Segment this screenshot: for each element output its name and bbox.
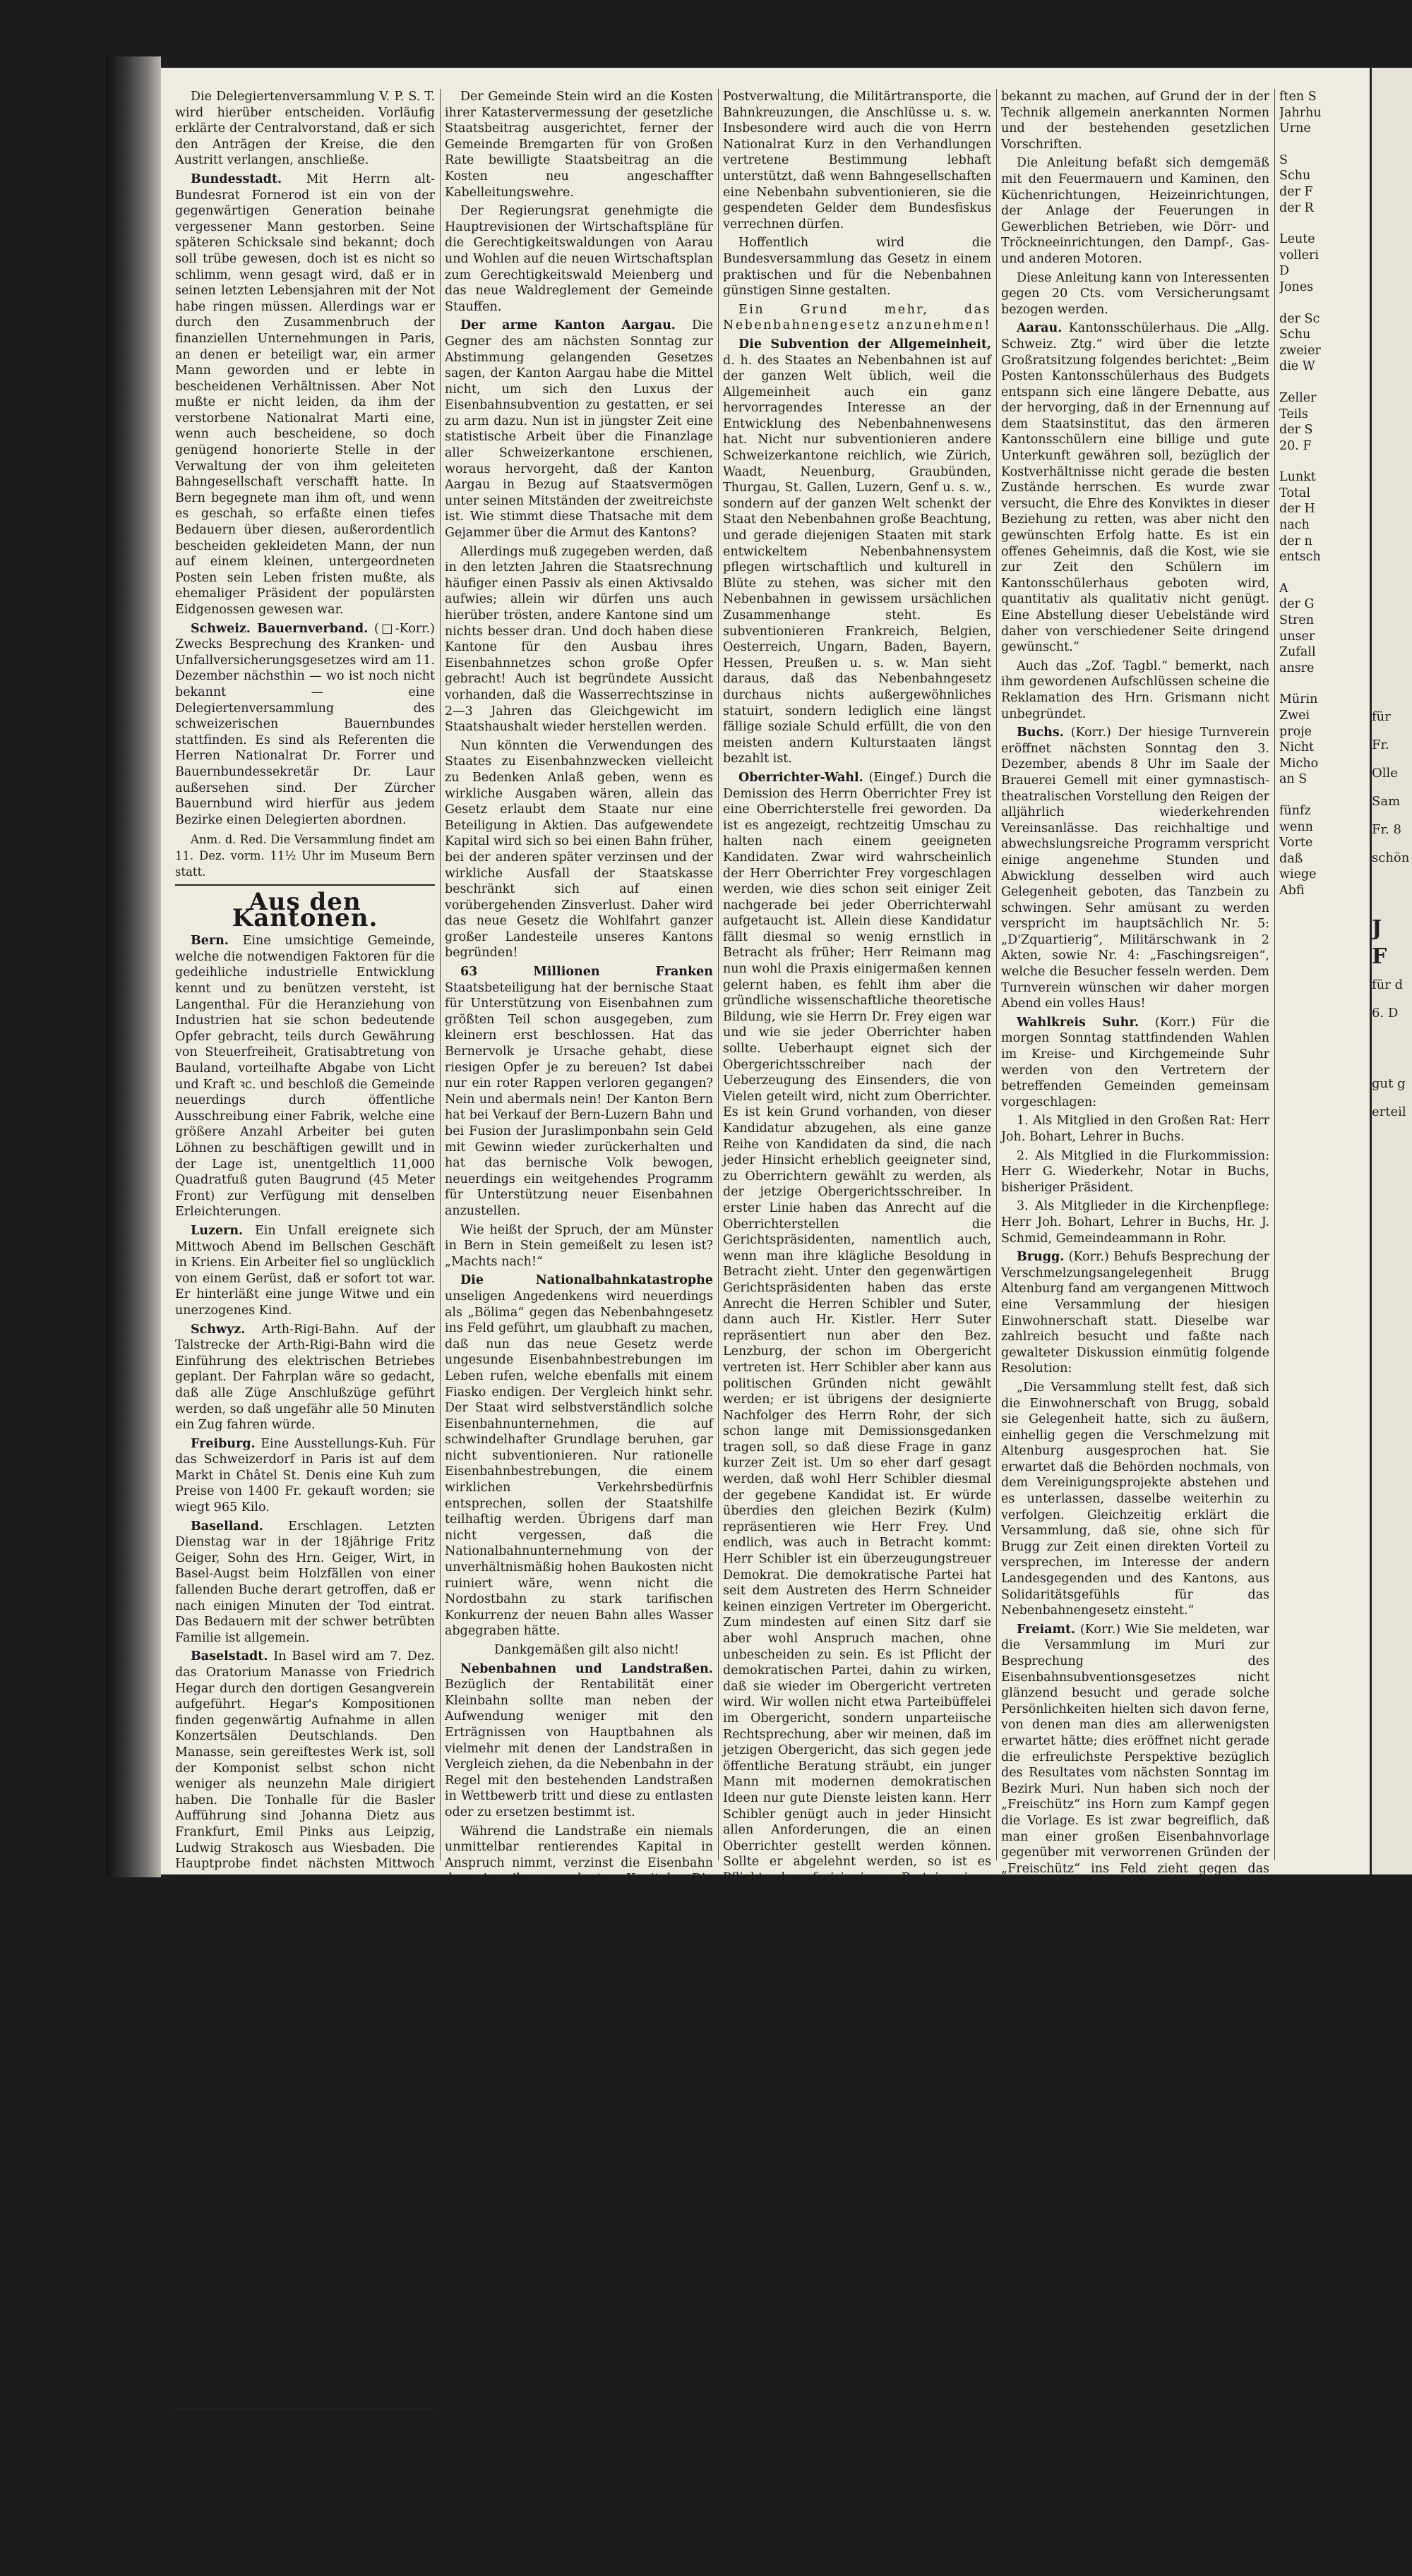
book-spine-shadow [106,56,161,1877]
cropped-line: Micho [1279,756,1319,771]
article-freiburg [175,1436,435,1516]
table-cell-schmalspur: 2,50 [682,2145,709,2160]
edge-fragment: erteil [1372,1105,1406,1119]
article-heading: Wahlkreis Suhr. [1017,1015,1139,1030]
article-luzern [175,1223,435,1319]
cropped-line: ften S [1279,90,1317,104]
cropped-line: Lunkt [1279,470,1316,485]
table-cell-vollbahn: 5,60 [558,2082,585,2097]
article-heading: Bundesstadt. [191,171,282,186]
article-heading: Buchs. [1017,726,1064,740]
edge-fragment: Fr. [1372,738,1389,752]
column-header: Schmalspurbahnen [611,2035,709,2047]
article-heading: Brugg. [1017,1250,1065,1265]
table-row [445,2129,713,2145]
cropped-line: Zufall [1279,645,1316,660]
table-cell-schmalspur: 2,60 [682,2097,709,2112]
article-text: In Basel wird am 7. Dez. das Oratorium Manasse von Friedrich Hegar durch den dortigen Gesangverein aufgeführt. Hegar's Kompositionen finden gegenwärtig Aufnahme in allen Konzertsälen Deutschlands. Den Manasse, sein gereiftestes Werk ist, soll der Komponist selbst schon nicht weniger als neunzehn Male dirigiert haben. Die Tonhalle für die Basler Aufführung sind Johanna Dietz aus Frankfurt, Emil Pinks aus Leipzig, Ludwig Strakosch aus Wiesbaden. Die Hauptprobe findet nächsten Mittwoch statt. [175,1649,435,1887]
cropped-line: Schu [1279,327,1311,342]
article-paragraph: Der Regierungsrat genehmigte die Hauptrevisionen der Wirtschaftspläne für die Gerechtigkeitswaldungen von Aarau und Wohlen auf die neuen Wirtschaftsplan zum Gerechtigkeitswald Meienberg und das neue Waldreglement der Gemeinde Stauffen. [445,204,713,314]
article-heading: Luzern. [191,1223,244,1238]
column-2 [445,89,713,2410]
cropped-line: S [1279,152,1288,167]
article-paragraph: Die Anleitung befaßt sich demgemäß mit den Feuermauern und Kaminen, den Küchenrichtungen, Heizeinrichtungen, der Anlage der Feuerungen in Gewerblichen Betrieben, wie Dörr- und Tröckneeinrichtungen, den Dampf-, Gas- und anderen Motoren. [1001,156,1269,266]
cropped-line: Jones [1279,279,1314,294]
edge-fragment: Olle [1372,766,1398,781]
table-row [445,2065,713,2081]
list-item: 3. Als Mitglieder in die Kirchenpflege: Herr Joh. Bohart, Lehrer in Buchs, Hr. J. Schmid, Gemeindeammann in Rohr. [1001,1199,1269,1246]
article-text: Durch die Demission des Herrn Oberrichter Frey ist eine Oberrichterstelle frei geworden. Da ist es angezeigt, rechtzeitig Umschau zu halten nach einem geeigneten Kandidaten. Zwar wird wahrscheinlich der Herr Oberrichter Frey vorgeschlagen werden, wie dies schon seit einiger Zeit nachgerade bei jeder Oberrichterwahl aufgetaucht ist. Allein diese Kandidatur fällt diesmal so wenig ernstlich in Betracht als früher; Herr Reimann mag nun wohl die Praxis einigermaßen kennen gelernt haben, es fehlt ihm aber die gründliche wissenschaftliche theoretische Bildung, wie sie Herrn Dr. Frey eigen war und wie sie jeder Oberrichter haben sollte. Ueberhaupt eignet sich der Obergerichtsschreiber nach der Ueberzeugung des Einsenders, die von Vielen geteilt wird, nicht zum Oberrichter. Es ist kein Grund vorhanden, von dieser Kandidatur abzugehen, als eine ganze Reihe von Kandidaten da sind, die nach jeder Hinsicht erheblich geeigneter sind, zu Oberrichtern gewählt zu werden, als der jetzige Obergerichtsschreiber. In erster Linie haben das Anrecht auf die Oberrichterstellen die Gerichtspräsidenten, namentlich auch, wenn man ihre klägliche Besoldung in Betracht zieht. Unter den gegenwärtigen Gerichtspräsidenten haben das erste Anrecht die Herren Schibler und Suter, dann auch Hr. Kistler. Herr Suter repräsentiert nun aber den Bez. Lenzburg, der schon im Obergericht vertreten ist. Herr Schibler aber kann aus politischen Gründen nicht gewählt werden; er ist übrigens der designierte Nachfolger des Herrn Rohr, der sich schon lange mit Demissionsgedanken tragen soll, so daß diese Frage in ganz kurzer Zeit ist. Um so eher darf gesagt werden, daß wohl Herr Schibler diesmal der gegebene Kandidat ist. Er würde überdies den gleichen Bezirk (Kulm) repräsentieren wie Herr Frey. Und endlich, was auch in Betracht kommt: Herr Schibler ist ein überzeugungstreuer Demokrat. Die demokratische Partei hat seit dem Austreten des Herrn Schneider keinen einzigen Vertreter im Obergericht. Zum mindesten auf einen Sitz darf sie aber wohl Anspruch machen, ohne unbescheiden zu sein. Es ist Pflicht der demokratischen Partei, dahin zu wirken, daß sie wieder im Obergericht vertreten wird. Wir wollen nicht etwa Parteibüffelei im Obergericht, sondern unparteiische Rechtsprechung, aber wir meinen, daß im jetzigen Obergericht, das sich gegen jede öffentliche Beratung sträubt, ein junger Mann mit modernen demokratischen Ideen nur gute Dienste leisten kann. Herr Schibler genügt auch in jeder Hinsicht allen Anforderungen, die an einen Oberrichter gestellt werden können. Sollte er abgelehnt werden, so ist es Pflicht der freisinnigen Partei, einen andern jüngeren Demokraten zu wählen und nicht zu einer Wahl irgend eines Muckers und Duckers. [723,770,991,1933]
table-cell-vollbahn: 5,03 [558,2145,585,2160]
article-viehzucht [723,1937,991,2319]
article-heading: Aarau. [1017,321,1063,336]
article-oberrichter [723,770,991,1934]
table-row [445,2097,713,2114]
table-cell-year: 1888/89 [449,2066,499,2081]
column-5-cropped [1279,89,1364,899]
article-bauernverband [175,621,435,829]
article-text: (Korr.) Wie Sie meldeten, war die Versammlung im Muri zur Besprechung des Eisenbahnsubventionsgesetzes nicht glänzend besucht und gerade solche Persönlichkeiten hielten sich davon ferne, von denen man dies am allerwenigsten erwartet hätte; dies eröffnet nicht gerade die erfreulichste Perspektive bezüglich des Resultates vom nächsten Sonntag im Bezirk Muri. Nun haben sich noch der „Freischütz“ ins Horn zum Kampf gegen die Vorlage. Es ist zwar begreiflich, daß man einer großen Eisenbahnvorlage gegenüber mit verworrenen Gründen der „Freischütz“ ins Feld zieht gegen das Gesetz zu „drohende“ Staatssteuern; „in erster Linie gerate der Staat bei Annahme des Gesetzes in Verschuldung; auch die Gemeinden geben ihrem Ruine entgegen, indem sie verschiedener Subventionen eingehen müßten; es sei auch an die Millionenanleihen der Geldmarkt neuerdings verteuert und schließlich gelange die Regierung dazu, eine ganze Steuer zu verlangen!“ [1001,1622,1269,2035]
cropped-line: an S [1279,772,1308,787]
cropped-line: unser [1279,629,1315,644]
column-4 [1001,89,1269,2555]
article-text: (Korr.) Behufs Besprechung der Verschmelzungsangelegenheit Brugg Altenburg fand am vergangenen Mittwoch eine Versammlung der hiesigen Einwohnerschaft statt. Dieselbe war zahlreich besucht und faßte nach gewalteter Diskussion einmütig folgende Resolution: [1001,1250,1269,1376]
article-heading: Bern. [191,934,229,949]
correspondent-tag: (Eingef.) [868,770,923,785]
unit-label: % [573,2050,585,2064]
cropped-line: Vorte [1279,836,1313,850]
article-paragraph: Nun könnten die Verwendungen des Staates zu Eisenbahnzwecken vielleicht zu Bedenken Anlaß geben, wenn es wirkliche Ausgaben wären, allein das Gesetz erlaubt dem Staate nur eine Beteiligung in Aktien. Das aufgewendete Kapital wird sich so bei einen Bahn früher, bei der anderen später verzinsen und der wirkliche Ausfall der Staatskasse beschränkt sich auf einen vorübergehenden Zinsverlust. Daher wird das neue Gesetz die Wohlfahrt ganzer großer Landesteile unseres Kantons begründen! [445,738,713,961]
article-paragraph: Gerade das Freiamt hat es nötig, Industrie und Handel mehr denn je in die Höhe zu öffnen; wir Freiämter hätte uns hier neuerdings aus allen Kräften darum beizuführen; das Freiamt hätte also allen Grund, das Subventionsgesetz jetzt am 3. Dezember an zu nehmen, ohne jetzt oder später in die Lage zu kommen, von den Segnungen des Gesetzes zu profitieren. Ohne jedes Risiko, ja sogar im eigenen [1001,2393,1269,2551]
article-heading: Aargauische Viehzucht. [738,1937,909,1952]
column-rule [440,89,441,1860]
article-text: Zwecks Besprechung des Kranken- und Unfallversicherungsgesetzes wird am 11. Dezember nächsthin — wo ist noch nicht bekannt — eine Delegiertenversammlung des schweizerischen Bauernbundes stattfinden. Es sind als Referenten die Herren Nationalrat Dr. Forrer und Bauernbundessekretär Dr. Laur außersehen sind. Der Zürcher Bauernbund wird hierfür aus jedem Bezirke einen Delegierten abordnen. [175,637,436,827]
article-arme-kanton [445,318,713,541]
cropped-line: Total [1279,486,1310,500]
article-paragraph: Auch das „Zof. Tagbl.“ bemerkt, nach ihm gewordenen Aufschlüssen scheine die Reklamation des Hrn. Grismann nicht unbegründet. [1001,658,1269,721]
edge-fragment: gut g [1372,1076,1406,1091]
table-cell-schmalspur: 2,19 [682,2129,709,2144]
article-heading: Die Nationalbahnkatastrophe [460,1273,713,1288]
edge-fragment: Fr. 8 [1372,822,1402,837]
article-text: Eine umsichtige Gemeinde, welche die notwendigen Faktoren für die gedeihliche industrielle Entwicklung kennt und zu benützen versteht, ist Langenthal. Für die Heranziehung von Industrien hat sie schon bedeutende Opfer gebracht, teils durch Gewährung von Steuerfreiheit, Gratisabtretung von Bauland, vorteilhafte Abgabe von Licht und Kraft ꝛc. und beschloß die Gemeinde neuerdings durch öffentliche Ausschreibung einer Fabrik, welche eine größere Anzahl Arbeiter bei guten Löhnen zu beschäftigen gewillt und in der Lage ist, unentgeltlich 11,000 Quadratfuß guten Baugrund (45 Meter Front) zur Verfügung mit denselben Erleichterungen. [175,934,435,1220]
article-paragraph: Während die Landstraße ein niemals unmittelbar rentierendes Kapital in Anspruch nimmt, verzinst die Eisenbahn das in ihr angelegte Kapital. Die Landstraße verzehrt Kapital, Zinsen und Zuschüsse, die Eisenbahn wirft Erträgnisse ab. Die 10,724 Millionen Mark, welche in den deutschen Vollbahnen und die bis 1893 neu angelegt in Schmalspurbahnen angelegten rund 20 Millionen Mark sind in den Jahren 1888/89 bis 1893/94 mit 5,17 bezw. 2,5 Proz. verzinst; der Zinsfuß betrug: [445,1824,713,2030]
edge-fragment: 6. D [1372,1006,1399,1021]
section-heading-aargau: Aargau. [252,2412,358,2440]
cropped-line: Schu [1279,169,1311,183]
subheading-date: vom 1. Dez. 1899. [249,2475,361,2490]
cropped-line: die W [1279,359,1315,374]
article-paragraph: „Die Versammlung stellt fest, daß sich die Einwohnerschaft von Brugg, sobald sie Gelegenheit hatte, sich zu äußern, einhellig gegen die Verschmelzung mit Altenburg ausgesprochen hat. Sie erwartet daß die Behörden nochmals, von dem Vereinigungsprojekte abstehen und es unterlassen, dasselbe weiterhin zu verfolgen. Gleichzeitig erklärt die Versammlung, daß sie, ohne sich für Brugg zur Zeit einen direkten Vorteil zu versprechen, im Interesse der andern Landesgegenden und des Kantons, aus Solidaritätsgefühls für das Nebenbahnengesetz einsteht.“ [1001,1380,1269,1618]
article-text: Die Gegner des am nächsten Sonntag zur Abstimmung gelangenden Gesetzes sagen, der Kanton Aargau habe die Mittel nicht, um sich den Luxus der Eisenbahnsubvention zu gestatten, er sei zu arm dazu. Nun ist in jüngster Zeit eine statistische Arbeit über die Finanzlage aller Schweizerkantone erschienen, woraus hervorgeht, daß der Kanton Aargau in Bezug auf Staatsvermögen unter seinen Mitständen der zweitreichste ist. Wie stimmt diese Thatsache mit dem Gejammer über die Armut des Kantons? [445,318,713,541]
cropped-line: der S [1279,423,1313,438]
section-heading-kantonen: Aus den Kantonen. [232,888,378,932]
table-cell-year: 1889/90 [449,2082,499,2097]
cropped-line: der R [1279,200,1314,215]
table-cell-vollbahn: 4,49 [558,2114,585,2129]
interest-rate-table [445,2033,713,2161]
cropped-line: Abfi [1279,883,1305,898]
article-heading: Eine Anleitung zur Erstellung und Unterhaltung der Feuerungsanlagen, [728,2323,986,2354]
article-text: Eine Ehre, wie sie bis jetzt noch keinem — Zuchtstier im Kanton Aargau zu Teil geworden, ist dem Hans, Zuchtstier der Viehzuchtgenossenschaft Eigenamt, erwiesen. Das schweiz. Landwirtschaftsdepartement hat diesen prächtigen Stier an seinem Standort im Bad Schinznach durch Herrn Sekretär Weidmann photographieren lassen. „Hans“, welchen die betr. Genossenschaft im Herbst 1897 von Hrn. Großrat Schwarz, Meyer in Scherz erworben hat, darf — sowohl in Bezug auf seinen vorzüglichen Bau als seine ausgezeichnete Zucht- und Vererbungsfähigkeit, sowie seinen sanftmütigen Charakter — gegenwärtig als der beste Repräsentant des Simmenthalertypus im Aargau und einen der besten im ganzen schweizerischen Fleckviehgebiet angesehen werden. Er wird voraussichtlich nächstes Jahr auch in Paris ausgestellt werden. [723,1937,991,2318]
divider [175,884,435,886]
article-text: (Korr.) Für die morgen Sonntag stattfindenden Wahlen im Kreise- und Kirchgemeinde Suhr werden von den Vertretern der betreffenden Gemeinden gemeinsam vorgeschlagen: [1001,1015,1269,1109]
column-3 [723,89,991,2490]
article-text: Kantonsschülerhaus. Die „Allg. Schweiz. Ztg.“ wird über die letzte Großratsitzung folgendes berichtet: „Beim Posten Kantonsschülerhaus des Budgets entspann sich eine längere Debatte, aus der hervorging, daß in der Ernennung auf dem Staatsinstitut, das den ärmeren Kantonsschülern eine billige und gute Unterkunft gewähren soll, bezüglich der Kostverhältnisse nicht gerade die besten Zustände herrschen. Es wurde zwar versucht, die Ehre des Konviktes in dieser Beziehung zu retten, was aber nicht den gewünschten Erfolg hatte. Es ist ein offenes Geheimnis, daß die Kost, wie sie zur Zeit den Schülern im Kantonsschülerhaus geboten wird, quantitativ als qualitativ nicht genügt. Eine Abstellung dieser Uebelstände wird daher von verschiedener Seite dringend gewünscht.“ [1001,321,1269,655]
article-nebenbahnen [445,1661,713,1821]
table-cell-year: 1893/94 [449,2145,499,2160]
cropped-line: Zwei [1279,709,1310,723]
column-rule [1274,89,1275,1860]
cropped-line: wiege [1279,867,1317,882]
article-paragraph: Allerdings muß zugegeben werden, daß in den letzten Jahren die Staatsrechnung häufiger einen Passiv als einen Aktivsaldo aufwies; allein wir dürfen uns auch hierüber trösten, andere Kantone sind um nichts besser dran. Und doch haben diese Kantone für den Ausbau ihres Eisenbahnnetzes schon große Opfer gebracht! Auch ist begründete Aussicht vorhanden, daß die Wasserrechtszinse in 2—3 Jahren das Gleichgewicht im Staatshaushalt wieder herstellen werden. [445,544,713,735]
article-heading: 63 Millionen Franken [460,965,713,980]
edge-fragment: F [1372,944,1387,969]
article-heading: Freiburg. [191,1436,256,1451]
article-heading: Freiamt. [1017,1622,1076,1637]
cropped-line: Jahrhu [1279,105,1322,120]
cropped-line: volleri [1279,248,1319,263]
article-graubuenden [175,1891,435,2066]
cropped-line: Leute [1279,232,1315,247]
cropped-line: der n [1279,534,1312,548]
article-bern [175,933,435,1220]
article-text: Eine Ausstellungs-Kuh. Für das Schweizerdorf in Paris ist auf dem Markt in Châtel St. Denis eine Kuh zum Preise von 1400 Fr. gekauft worden; sie wiegt 965 Kilo. [175,1436,435,1515]
article-millionen [445,964,713,1220]
article-heading: Zum Nebenbahnengesetz. [460,2232,648,2247]
unit-label: % [697,2050,709,2064]
edge-fragment: Sam [1372,794,1401,809]
cropped-line: wenn [1279,819,1313,834]
article-paragraph: Durch solche Argumente streut man dem Volke Sand in die Augen! Die konsequenten Reinsager werden zu einem großen Teil an dem „Freischütz“-Heerfolge leisten. Sie, für ihre eigenen Landesinteressen bedacht sind, müssen folgende Erwägungen angebracht sein: In erster Linie handelt es sich ja von Seiten des Staates durchaus nicht um eine direkte Geldausgabe, sondern um die Erzeugung einer großen Zinsausfall. Bestreitet die Leistungen der Gemeinden mag man es sehr pessimistisch sein; ebenso will man in keiner Weise erwarten, daß es eintritt. Subventionen wird man nur soviel erhalten, als zu subventionieren als geboten erscheint und die Gemeinden dies eingehen. Als die letzte mit Steuererhöhung — gegenüber der Geldverteuerung und Steuererhöhung — sind einfach lächerlich, um der „Freischütz“ so viel daraus zu machen. [1001,2040,1269,2389]
table-cell-year: 1891/92 [449,2114,499,2129]
cropped-line: daß [1279,851,1303,866]
cropped-line: ansre [1279,661,1315,675]
table-row [445,2145,713,2161]
article-text: (Korr.) Der hiesige Turnverein eröffnet nächsten Sonntag den 3. Dezember, abends 8 Uhr im Saale der Brauerei Gemell mit einer gymnastisch-theatralischen Vorstellung den Reigen der alljährlich wiederkehrenden Vereinsanlässe. Das reichhaltige und abwechslungsreiche Programm verspricht einige angenehme Stunden und Abwicklung desselben wird auch Gelegenheit geboten, das Tanzbein zu schwingen. Sehr amüsant zu werden verspricht im hauptsächlich Nr. 5: „D'Zquartierig“, Militärschwank in 2 Akten, sowie Nr. 4: „Faschingsreigen“, welche die Besucher fesseln werden. Dem Turnverein wünschen wir daher morgen Abend ein volles Haus! [1001,726,1269,1011]
editor-note: Anm. d. Red. Die Versammlung findet am 11. Dez. vorm. 11½ Uhr im Museum Bern statt. [175,833,435,879]
cropped-line: der F [1279,184,1313,199]
cropped-line: 20. F [1279,438,1312,453]
article-schwyz [175,1322,435,1433]
column-1 [175,89,435,2576]
article-paragraph: Hoffentlich wird die Bundesversammlung das Gesetz in einem praktischen und für die Nebenbahnen günstigen Sinne gestalten. [723,236,991,299]
article-paragraph: Wie heißt der Spruch, der am Münster in Bern in Stein gemeißelt zu lesen ist? „Machts nach!“ [445,1222,713,1269]
article-heading: Baselstadt. [191,1649,268,1664]
article-heading: Schweiz. Bauernverband. [191,621,369,636]
article-heading: Graubünden. [191,1891,282,1906]
table-cell-schmalspur: 2,28 [682,2082,709,2097]
table-unit-row [445,2050,713,2066]
correspondent-tag: (Eingef.) [659,2232,713,2247]
article-nebenbahngesetz [445,2232,713,2407]
article-text: Staatsbeteiligung hat der bernische Staat für Unterstützung von Eisenbahnen zum größten Teil schon ausgegeben, zum kleinern erst beschlossen. Hat das Bernervolk je Ursache gehabt, diese riesigen Opfer je zu bereuen? Ist dabei nur ein roter Rappen verloren gegangen? Nein und abermals nein! Der Kanton Bern hat bei Verkauf der Bern-Luzern Bahn und bei Fusion der Juraslimponbahn sein Geld mit Gewinn wieder zurückerhalten und hat das bernische Volk bewogen, neuerdings ein weitgehendes Programm für Unterstützung neuer Eisenbahnen anzustellen. [445,980,713,1218]
article-heading: Nebenbahnen und Landstraßen. [460,1661,713,1676]
article-paragraph: Der Gemeinde Stein wird an die Kosten ihrer Katastervermessung der gesetzliche Staatsbeitrag ausgerichtet, ferner der Gemeinde Bremgarten für von Großen Rate bewilligte Staatsbeitrag an die Kosten neu angeschaffter Kabelleitungswehre. [445,90,713,200]
article-freiamt [1001,1622,1269,2036]
cropped-line: der Sc [1279,311,1320,326]
table-cell-schmalspur: 2,98 [682,2066,709,2081]
article-paragraph: Ein Grund mehr, das Nebenbahnengesetz anzunehmen! [723,302,991,333]
edge-fragment: für [1372,709,1391,724]
article-text: In der Gemeinde O. im Graubündner Oberlande lebt ein Lehrer, der daselbst seit 20 Jahren um einen Gehalt von 340—360 Fr. Schule hielt. Als der Schulrat vor zwei Jahren Miene machte, die Schule zu übernehmen, meldete sich ein Jüngling an mit 100 Fr. billiger zu übernehmen; man solle ihn doch anstellen. Der Schulrat erbarmte sich seiner und ließ ihn an seinem früheren Gehalt. [175,1891,435,2066]
subheading: Aus den Verhandlungen des Regierungsrates [208,2440,402,2471]
column-rule [996,89,997,1860]
article-heading: Der arme Kanton Aargau. [460,318,676,333]
article-suhr [1001,1015,1269,1111]
cropped-line: A [1279,581,1288,596]
article-text: Arth-Rigi-Bahn. Auf der Talstrecke der Arth-Rigi-Bahn wird die Einführung des elektrischen Betriebes geplant. Der Fahrplan wäre so gedacht, daß alle Züge Anschlußzüge geführt werden, so daß ungefähr alle 50 Minuten ein Zug fahren würde. [175,1322,435,1433]
article-text: So eben kommt uns eine Eingabe des Verbandes der schweizerischen Sekundärbahnen an die Bundesversammlung zu Gesicht. Dieselbe ist an die Nebenbahnen gerichtet d. h. Schmalspurbahnen günstiger Bestimmungen d. h. Erleichterungen gegenüber den Vorschriften für die Normalbahnen. Wir finden dieselben wesentlich die Entschädigung durch die [445,2248,713,2407]
article-buchs [1001,725,1269,1012]
cropped-line: der H [1279,502,1315,517]
article-bundesstadt [175,171,435,618]
table-cell-schmalspur: 2,19 [682,2114,709,2129]
table-cell-vollbahn: 4,86 [558,2097,585,2112]
article-baselland [175,1519,435,1647]
article-heading: Oberrichter-Wahl. [738,770,863,785]
table-cell-vollbahn: 4,56 [558,2129,585,2144]
cropped-line: Mürin [1279,692,1318,707]
cropped-line: nach [1279,518,1310,533]
newspaper-page [161,68,1370,2572]
next-page-edge [1370,68,1412,1874]
article-heading: Schwyz. [191,1322,246,1337]
article-paragraph: bekannt zu machen, auf Grund der in der Technik allgemein anerkannten Normen und der bestehenden gesetzlichen Vorschriften. [1001,90,1269,152]
table-cell-vollbahn: 5,40 [558,2066,585,2081]
cropped-line: proje [1279,724,1312,739]
cropped-line: Nicht [1279,740,1315,755]
article-brugg [1001,1249,1269,1377]
edge-fragment: J [1372,916,1382,941]
article-paragraph: Ein annehmes Bubenstück. Höchst unangenehm überrascht war ein Einwohner und Geschäftsinhaber in Chur als ihm ein großes Plakat des Cirkus Nock zu Gesicht kam, welches einen Ringkampf ankündigte zwischen ihm und dem Meisterschaftsringer Birkeneder! Der Einwohner begab sich darauf sofort zur Cirkusdirektion und stellte sie zur Rede. Ebenfalls blieb ihm nichts übrig, als hier als das Opfer eines Bubenstreiches geworden, konnte sie sich dort vor dem ergangenen Irrtum nicht befreien. Der Schreiber und Postkartenfälscher konnte bisher noch nicht ermittelt werden, doch sind Anhaltspunkte vorhanden, daß es sich um einen ganz verkommenen Nachbar dem das Handwerk gelegt wird. Es stünde ihm ein gemeiner Rachenakt vorzuziehen. [175,2069,435,2403]
article-paragraph: Auch die Schmalspurbahnen in Deutschland werfen also Rendite ab, im Gegensatz zu der Landstraßen. Warum sollte es bei uns anders sein? [445,2166,713,2228]
table-row [445,2113,713,2129]
edge-fragment: für d [1372,977,1404,992]
cropped-line: Zeller [1279,390,1317,405]
article-text: d. h. des Staates an Nebenbahnen ist auf der ganzen Welt üblich, weil die Allgemeinheit auch ein ganz hervorragendes Interesse an der Entwicklung des Nebenbahnenwesens hat. Nicht nur subventionieren andere Schweizerkantone reichlich, wie Zürich, Waadt, Neuenburg, Graubünden, Thurgau, St. Gallen, Luzern, Genf u. s. w., sondern auf der ganzen Welt schenkt der Staat den Nebenbahnen große Beachtung, und gerade diejenigen Staaten mit stark entwickeltem Nebenbahnensystem pflegen wirtschaftlich und kulturell in Blüte zu stehen, was sicher mit den Nebenbahnen in gewissem ursächlichen Zusammenhange steht. Es subventionieren Frankreich, Belgien, Oesterreich, Ungarn, Baden, Bayern, Hessen, Preußen u. s. w. Man sieht daraus, daß das Nebenbahngesetz durchaus nichts außergewöhnliches statuirt, sondern lediglich eine längst fällige soziale Schuld erfüllt, die von den meisten andern Kulturstaaten längst bezahlt ist. [723,353,991,766]
article-paragraph: Diese Anleitung kann von Interessenten gegen 20 Cts. vom Versicherungsamt bezogen werden. [1001,270,1269,317]
column-header: Vollbahnen [529,2035,585,2047]
list-item: 1. Als Mitglied in den Großen Rat: Herr Joh. Bohart, Lehrer in Buchs. [1001,1114,1269,1144]
table-cell-year: 1890/91 [449,2097,499,2112]
article-text: Erschlagen. Letzten Dienstag war in der 18jährige Fritz Geiger, Sohn des Hrn. Geiger, Wirt, in Basel-Augst beim Holzfällen von einer fallenden Buche derart getroffen, daß er nach einigen Minuten der Tod eintrat. Das Bedauern mit der schwer betrübten Familie ist allgemein. [175,1519,435,1645]
article-katastrophe [445,1272,713,1639]
article-heading: Die Subvention der Allgemeinheit, [738,337,991,351]
edge-fragment: schön [1372,850,1410,865]
article-text: Bezüglich der Rentabilität einer Kleinbahn sollte man neben der Aufwendung weniger mit den Erträgnissen von Hauptbahnen als vielmehr mit denen der Landstraßen in Vergleich ziehen, da die Nebenbahn in der Regel mit den bestehenden Landstraßen in Wettbewerb tritt und diese zu entlasten oder zu ersetzen bestimmt ist. [445,1678,713,1819]
article-paragraph: Dankgemäßen gilt also nicht! [494,1643,679,1657]
cropped-line: entsch [1279,550,1321,565]
table-cell-year: 1892/93 [449,2129,499,2144]
article-subvention [723,337,991,767]
article-heading: Baselland. [191,1519,263,1534]
table-row [445,2081,713,2097]
article-aarau [1001,320,1269,655]
cropped-line: fünfz [1279,803,1311,818]
article-paragraph: Sie hat den Zweck, Behörden, Bauleute ꝛc. mit den auf dem Gebiete der Feuerpolizei gegenwärtig zur Anwendung kommenden Grundsätzen [723,2424,991,2486]
cropped-line: Urne [1279,121,1311,136]
article-paragraph: 50 Paragraphen umfassend, ist soeben von der aargauischen Staatswirtschaftsdirektion herausgegeben worden. [723,2357,991,2420]
article-text: Mit Herrn alt-Bundesrat Fornerod ist ein von der gegenwärtigen Generation beinahe vergessener Mann gestorben. Seine späteren Schicksale sind bekannt; doch soll trübe gewesen, doch ist es nicht so schlimm, wenn gesagt wird, daß er in seinen letzten Lebensjahren mit der Not habe ringen müssen. Allerdings war er durch den Zusammenbruch der finanziellen Unternehmungen in Paris, an denen er beteiligt war, ein armer Mann geworden und er lebte in bescheidenen Verhältnissen. Aber Not mußte er nicht leiden, da ihm der verstorbene Nationalrat Marti eine, wenn auch bescheidene, so doch genügend honorierte Stelle in der Verwaltung der von ihm geleiteten Bahngesellschaft verschafft hatte. In Bern begegnete man ihm oft, und wenn es geschah, so erfaßte einen tiefes Bedauern über diesen, außerordentlich bescheiden gekleideten Mann, der nun auf einem kleinen, untergeordneten Posten sein Leben fristen mußte, als ehemaliger Präsident der populärsten Eidgenossen gewesen war. [175,171,435,617]
column-rule [718,89,719,1860]
article-baselstadt [175,1649,435,1888]
cropped-line: zweier [1279,343,1321,358]
cropped-line: D [1279,264,1290,279]
article-text: Ein Unfall ereignete sich Mittwoch Abend im Bellschen Geschäft in Kriens. Ein Arbeiter fiel so unglücklich von einem Gerüst, daß er sofort tot war. Er hinterläßt eine junge Witwe und ein unerzogenes Kind. [175,1223,435,1318]
list-item: 2. Als Mitglied in die Flurkommission: Herr G. Wiederkehr, Notar in Buchs, bisheriger Präsident. [1001,1148,1269,1195]
article-paragraph: Die Delegiertenversammlung V. P. S. T. wird hierüber entscheiden. Vorläufig erklärte der Centralvorstand, daß er sich den Anträgen der Kreise, die den Austritt verlangen, anschließe. [175,90,435,168]
cropped-line: Stren [1279,613,1315,628]
article-text: unseligen Angedenkens wird neuerdings als „Bölima“ gegen das Nebenbahngesetz ins Feld geführt, um glaubhaft zu machen, daß nun das neue Gesetz werde ungesunde Eisenbahnbestrebungen im Leben rufen, welche ebenfalls mit einem Fiasko endigen. Der Vergleich hinkt sehr. Der Staat wird selbstverständlich solche Eisenbahnunternehmen, die auf schwindelhafter Grundlage beruhen, gar nicht subventionieren. Nur rationelle Eisenbahnbestrebungen, die einem wirklichen Verkehrsbedürfnis entsprechen, sollen der Staatshilfe teilhaftig werden. Übrigens darf man nicht vergessen, daß die Nationalbahnunternehmung von der unverhältnismäßig hohen Baukosten nicht ruiniert wäre, wenn nicht die Nordostbahn zu stark tarifischen Konkurrenz der neuen Bahn alles Wasser abgegraben hätte. [445,1289,713,1639]
cropped-line: der G [1279,597,1315,612]
article-paragraph: Der neugewählte Kant. Hochbaumeister, Herr Hugo Albertini von Chur wird von dem Regierungsrat in Pflicht genommen und tritt sofort ein Amt an. [175,2493,435,2572]
article-paragraph: Postverwaltung, die Militärtransporte, die Bahnkreuzungen, die Anschlüsse u. s. w. Insbesondere wird auch die von Herrn Nationalrat Kurz in den Verhandlungen vertretene Bestimmung lebhaft unterstützt, daß wenn Bahngesellschaften eine Nebenbahn subventionieren, sie die gespendeten Gelder dem Bundesfiskus verrechnen dürfen. [723,90,991,231]
table-header-row [445,2033,713,2050]
cropped-line: Teils [1279,407,1308,421]
divider [175,2408,435,2409]
correspondent-tag: (□-Korr.) [374,621,435,636]
